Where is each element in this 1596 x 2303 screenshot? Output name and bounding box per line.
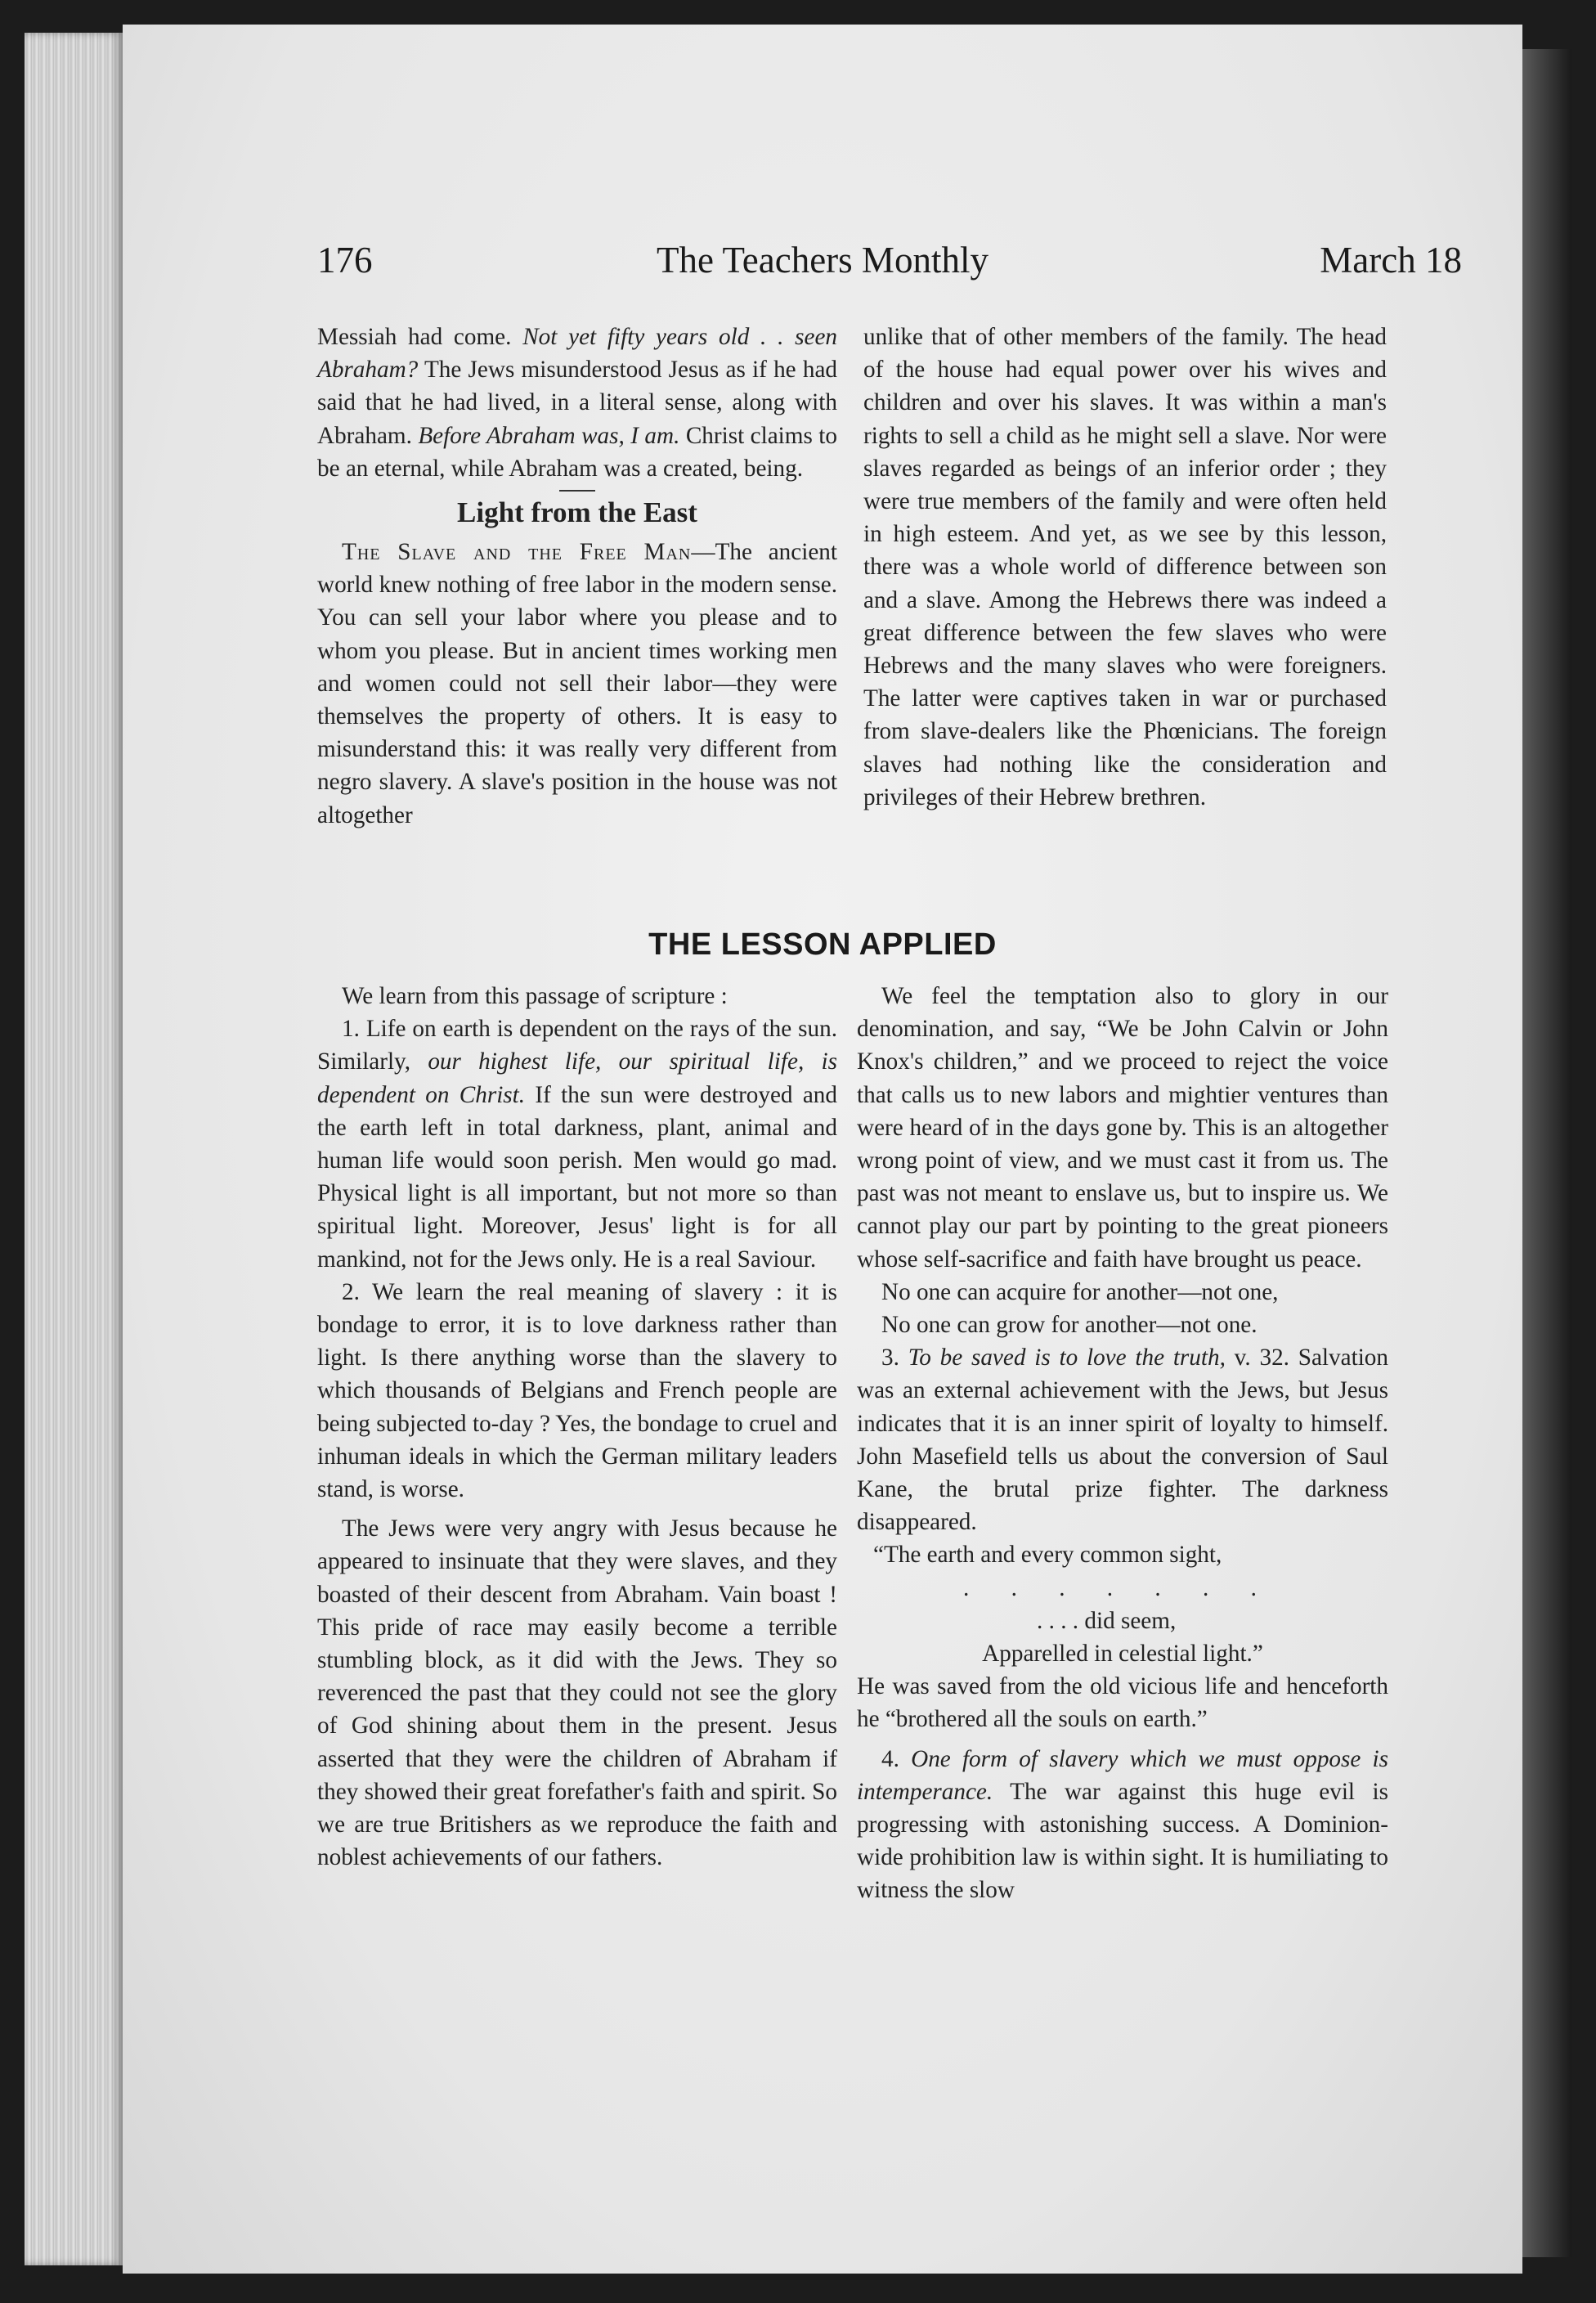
text-span: If the sun were destroyed and the earth left in total darkness, plant, animal and human life would soon perish. Men would go mad. Physical light is all important, but not more so than spiritual light. Moreover, Jesus' light is for all mankind, not for the Jews only. He is a real Saviour. bbox=[317, 1081, 837, 1273]
book-page bbox=[123, 25, 1522, 2274]
italic-span: Not yet fifty years old . . seen Abraham? bbox=[317, 324, 837, 384]
italic-span: To be saved is to love the truth, bbox=[908, 1345, 1226, 1371]
quote-line: “The earth and every common sight, bbox=[873, 1542, 1222, 1569]
paragraph: The Jews were very angry with Jesus because he appeared to insinuate that they were slaves, and they boasted of their descent from Abraham. Vain boast ! This pride of race may easily become a terrible stumbling block, as it did with the Jews. They so reverenced the past that they could not see the glory of God shining about them in the present. Jesus asserted that they were the children of Abraham if they showed their great forefather's faith and spirit. So we are true Britishers as we reproduce the faith and noblest achievements of our fathers. bbox=[317, 1515, 837, 1871]
paragraph bbox=[317, 321, 837, 485]
verse-line: No one can acquire for another—not one, bbox=[881, 1278, 1279, 1305]
book-spine-shadow bbox=[1522, 49, 1571, 2257]
text-span: The war against this huge evil is progressing with astonishing success. A Dominion-wide prohibition law is within sight. It is humiliating to witness the slow bbox=[857, 1778, 1388, 1904]
paragraph: He was saved from the old vicious life and henceforth he “brothered all the souls on earth.” bbox=[857, 1673, 1388, 1733]
small-caps-lead: The Slave and the Free Man bbox=[342, 539, 692, 566]
running-date: March 18 bbox=[1320, 240, 1462, 281]
paragraph bbox=[317, 1012, 837, 1276]
text-span: 1. Life on earth is dependent on the rays of the sun. Similarly, bbox=[317, 1016, 837, 1075]
text-span: Messiah had come. bbox=[317, 324, 523, 350]
paragraph: We learn from this passage of scripture : bbox=[342, 983, 728, 1009]
paragraph bbox=[857, 1743, 1388, 1907]
bottom-left-column bbox=[317, 980, 837, 1874]
italic-span: Before Abraham was, I am. bbox=[418, 422, 680, 449]
paragraph bbox=[857, 1341, 1388, 1538]
lesson-heading: THE LESSON APPLIED bbox=[648, 927, 997, 962]
section-subheading: Light from the East bbox=[457, 496, 697, 529]
italic-span: One form of slavery which we must oppose is intemperance. bbox=[857, 1745, 1388, 1805]
paragraph: unlike that of other members of the family. The head of the house had equal power over his wives and children and over his slaves. It was within a man's rights to sell a child as he might sell a slave. Nor were slaves regarded as beings of an inferior order ; they were true members of the family and were often held in high esteem. And yet, as we see by this lesson, there was a whole world of difference between son and a slave. Among the Hebrews there was indeed a great difference between the few slaves who were Hebrews and the many slaves who were foreigners. The latter were captives taken in war or purchased from slave-dealers like the Phœnicians. The foreign slaves had nothing like the consideration and privileges of their Hebrew brethren. bbox=[863, 324, 1387, 810]
text-span: 3. bbox=[881, 1345, 908, 1371]
running-title: The Teachers Monthly bbox=[657, 240, 989, 281]
section-divider bbox=[559, 490, 595, 492]
italic-span: our highest life, our spiritual life, is dependent on Christ. bbox=[317, 1048, 837, 1108]
verse-line: No one can grow for another—not one. bbox=[881, 1312, 1258, 1339]
text-span: Christ claims to be an eternal, while Abraham was a created, being. bbox=[317, 422, 837, 482]
quote-ellipsis: . . . . . . . bbox=[963, 1574, 1275, 1601]
text-span: 4. bbox=[881, 1745, 912, 1772]
text-span: v. 32. Salvation was an external achievement with the Jews, but Jesus indicates that it is an inner spirit of loyalty to himself. John Masefield tells us about the conversion of Saul Kane, the brutal prize fighter. The darkness disappeared. bbox=[857, 1345, 1388, 1536]
page-number: 176 bbox=[317, 240, 373, 281]
book-page-edges bbox=[25, 33, 123, 2265]
quote-line: . . . . did seem, bbox=[1037, 1607, 1177, 1634]
bottom-right-column bbox=[857, 980, 1388, 1907]
top-right-column bbox=[863, 321, 1387, 814]
text-span: —The ancient world knew nothing of free labor in the modern sense. You can sell your labor where you please and to whom you please. But in ancient times working men and women could not sell their labor—they were themselves the property of others. It is easy to misunderstand this: it was really very different from negro slavery. A slave's position in the house was not altogether bbox=[317, 539, 837, 828]
paragraph: We feel the temptation also to glory in our denomination, and say, “We be John Calvin or John Knox's children,” and we proceed to reject the voice that calls us to new labors and mightier ventures than were heard of in the days gone by. This is an altogether wrong point of view, and we must cast it from us. The past was not meant to enslave us, but to inspire us. We cannot play our part by pointing to the great pioneers whose self-sacrifice and faith have brought us peace. bbox=[857, 983, 1388, 1273]
text-span: The Jews misunderstood Jesus as if he had said that he had lived, in a literal sense, along with Abraham. bbox=[317, 357, 837, 449]
paragraph: 2. We learn the real meaning of slavery : it is bondage to error, it is to love darkness rather than light. Is there anything worse than the slavery to which thousands of Belgians and French people are being subjected to-day ? Yes, the bondage to cruel and inhuman ideals in which the German military leaders stand, is worse. bbox=[317, 1278, 837, 1503]
paragraph bbox=[317, 536, 837, 832]
quote-line: Apparelled in celestial light.” bbox=[982, 1641, 1263, 1668]
top-left-column bbox=[317, 321, 837, 832]
